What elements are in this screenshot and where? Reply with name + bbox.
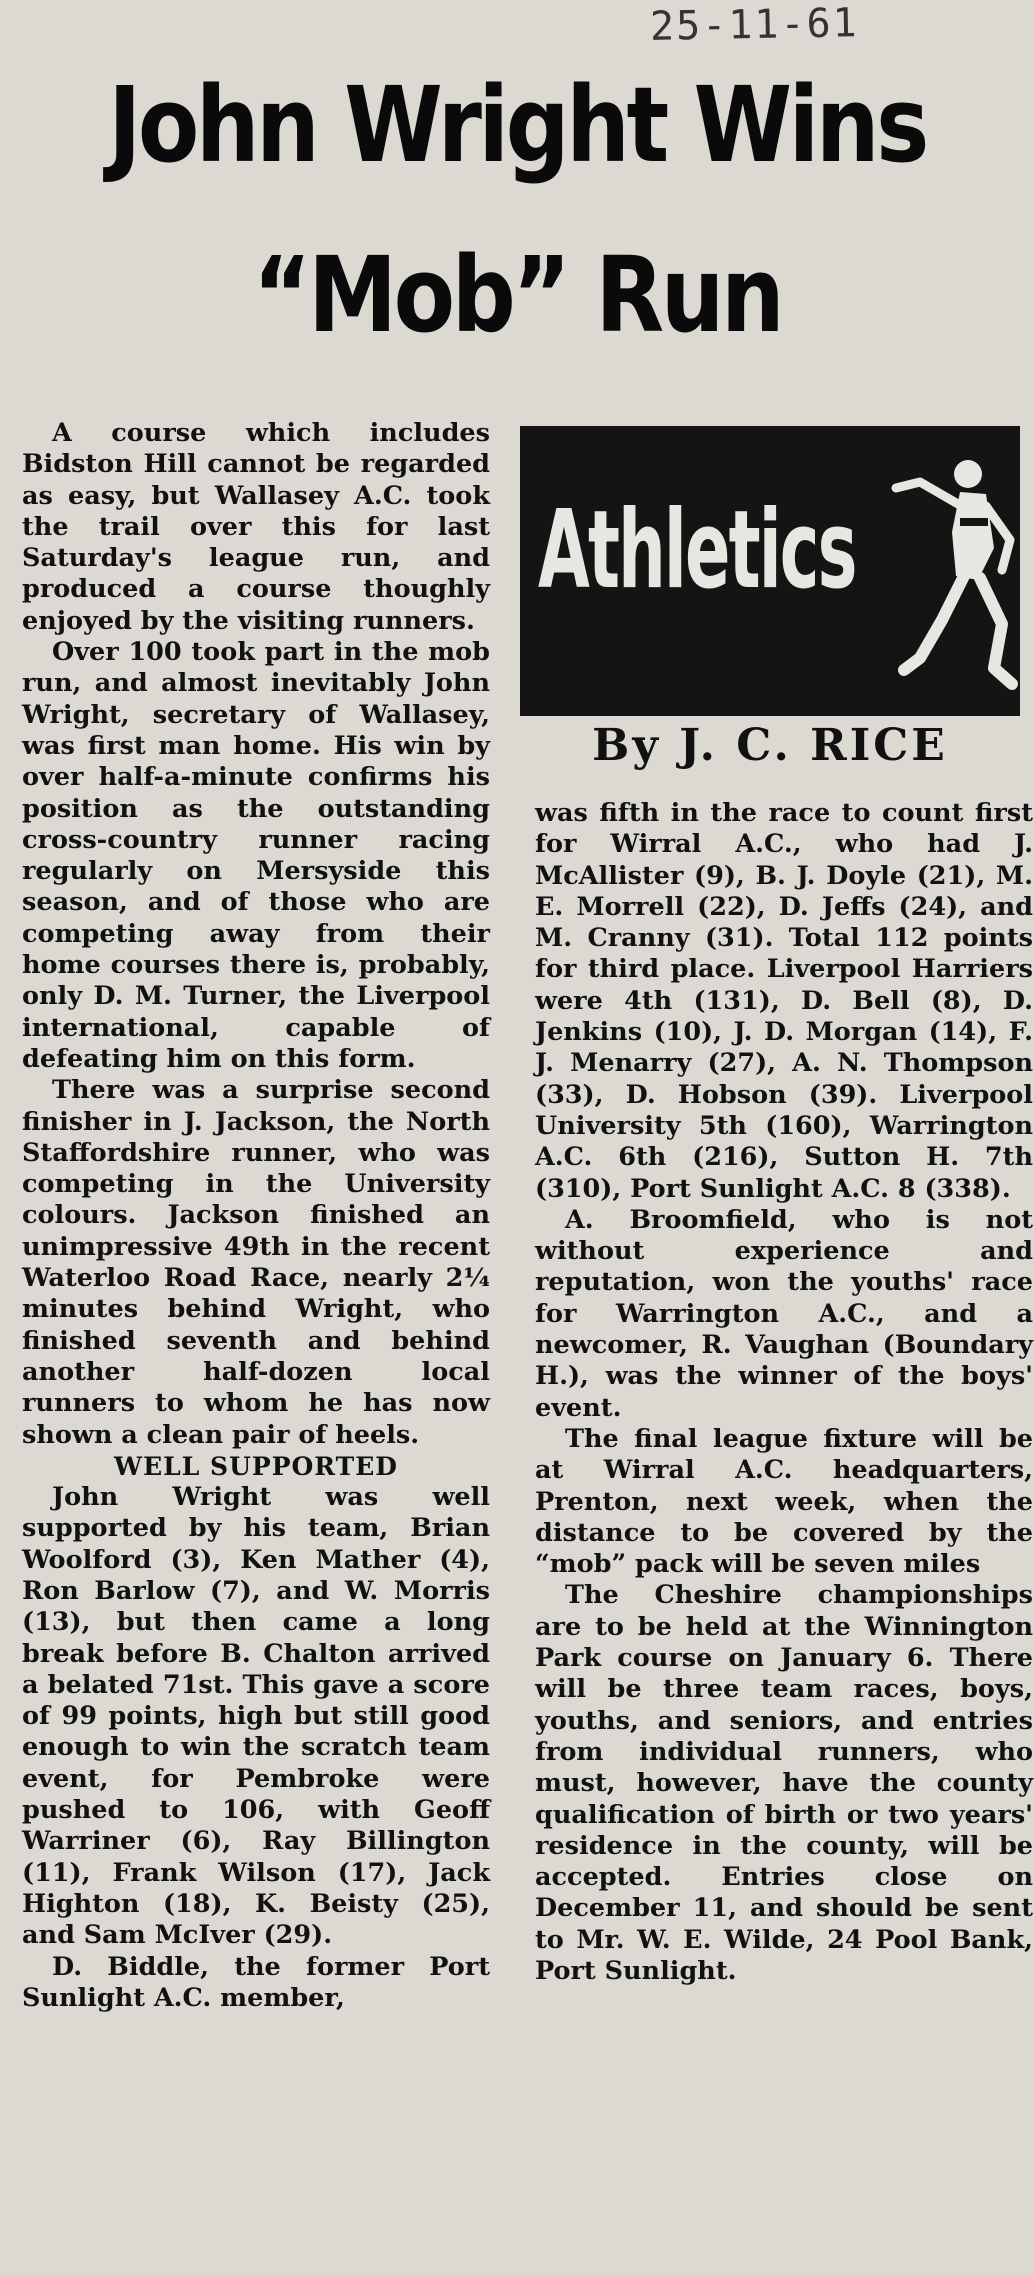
handwritten-date: 25-11-61 [649, 0, 860, 50]
article-paragraph: was fifth in the race to count first for Wirral A.C., who had J. McAllister (9), B. J. Doyle (21), M. E. Morrell (22), D. Jeffs (24), and M. Cranny (31). Total 112 points for third place. Liverpool Harriers were 4th (131), D. Bell (8), D. Jenkins (10), J. D. Morgan (14), F. J. Menarry (27), A. N. Thompson (33), D. Hobson (39). Liverpool University 5th (160), Warrington A.C. 6th (216), Sutton H. 7th (310), Port Sunlight A.C. 8 (338). [535, 798, 1033, 1204]
section-subhead: WELL SUPPORTED [114, 1451, 398, 1481]
article-paragraph: A course which includes Bidston Hill cannot be regarded as easy, but Wallasey A.C. took the trail over this for last Saturday's league run, and produced a course thoughly enjoyed by the visiting runners. [22, 418, 490, 636]
runner-icon [890, 448, 1020, 698]
article-paragraph: There was a surprise second finisher in J. Jackson, the North Staffordshire runner, who was competing in the University colours. Jackson finished an unimpressive 49th in the recent Waterloo Road Race, nearly 2¼ minutes behind Wright, who finished seventh and behind another half-dozen local runners to whom he has now shown a clean pair of heels. [22, 1075, 490, 1450]
headline-line-1: John Wright Wins [108, 64, 926, 186]
headline [72, 40, 961, 380]
article-paragraph: John Wright was well supported by his team, Brian Woolford (3), Ken Mather (4), Ron Barlow (7), and W. Morris (13), but then came a long break before B. Chalton arrived a belated 71st. This gave a score of 99 points, high but still good enough to win the scratch team event, for Pembroke were pushed to 106, with Geoff Warriner (6), Ray Billington (11), Frank Wilson (17), Jack Highton (18), K. Beisty (25), and Sam McIver (29). [22, 1482, 490, 1951]
article-paragraph: Over 100 took part in the mob run, and almost inevitably John Wright, secretary of Wallasey, was first man home. His win by over half-a-minute confirms his position as the outstanding cross-country runner racing regularly on Mersyside this season, and of those who are competing away from their home courses there is, probably, only D. M. Turner, the Liverpool international, capable of defeating him on this form. [22, 637, 490, 1074]
headline-line-2: “Mob” Run [252, 234, 782, 356]
athletics-logo [520, 426, 1020, 716]
right-column [535, 798, 1034, 1987]
article-paragraph: A. Broomfield, who is not without experience and reputation, won the youths' race for Warrington A.C., and a newcomer, R. Vaughan (Boundary H.), was the winner of the boys' event. [535, 1204, 1033, 1423]
left-column [22, 418, 490, 2014]
article-paragraph: The final league fixture will be at Wirral A.C. headquarters, Prenton, next week, when the distance to be covered by the “mob” pack will be seven miles [535, 1423, 1033, 1580]
logo-text: Athletics [538, 488, 856, 613]
byline: By J. C. RICE [592, 720, 948, 771]
article-paragraph: The Cheshire championships are to be held at the Winnington Park course on January 6. There will be three team races, boys, youths, and seniors, and entries from individual runners, who must, however, have the county qualification of birth or two years' residence in the county, will be accepted. Entries close on December 11, and should be sent to Mr. W. E. Wilde, 24 Pool Bank, Port Sunlight. [535, 1580, 1033, 1986]
article-paragraph: D. Biddle, the former Port Sunlight A.C. member, [22, 1951, 490, 2013]
